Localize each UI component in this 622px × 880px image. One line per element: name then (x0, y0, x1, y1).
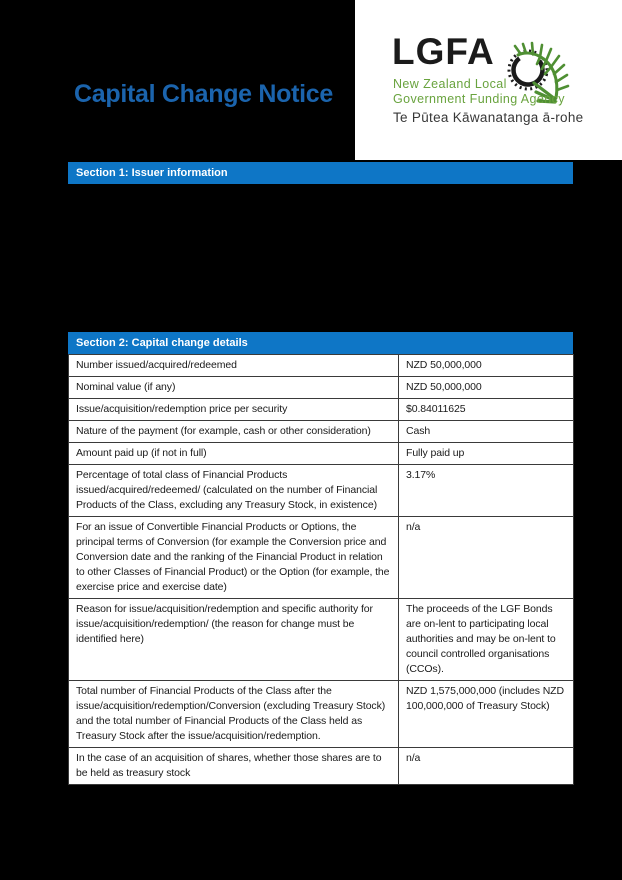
row-label-cell: For an issue of Convertible Financial Products or Options, the principal terms of Conversion (for example the Conversion price and Conversion date and the ranking of the Financial Product in relation to other Classes of Financial Product) or the Option (for example, the exercise price and exercise date) (69, 517, 399, 599)
row-value-cell: The proceeds of the LGF Bonds are on-lent to participating local authorities and may be on-lent to council controlled organisations (CCOs). (399, 599, 574, 681)
capital-change-details-table (68, 354, 574, 785)
lgfa-logo-name-line2: Government Funding Agency (393, 92, 565, 106)
table-row (69, 421, 574, 443)
row-value-cell: n/a (399, 748, 574, 785)
row-label-cell: Total number of Financial Products of the Class after the issue/acquisition/redemption/Conversion (excluding Treasury Stock) and the total number of Financial Products of the Class held as Treasury Stock after the issue/acquisition/redemption. (69, 681, 399, 748)
row-label-cell: Nominal value (if any) (69, 377, 399, 399)
table-row (69, 465, 574, 517)
section-2-header: Section 2: Capital change details (68, 332, 573, 354)
row-value-cell: 3.17% (399, 465, 574, 517)
section-1-header: Section 1: Issuer information (68, 162, 573, 184)
lgfa-logo-maori-tagline: Te Pūtea Kāwanatanga ā-rohe (393, 110, 584, 125)
table-row (69, 517, 574, 599)
row-value-cell: Fully paid up (399, 443, 574, 465)
row-label-cell: Amount paid up (if not in full) (69, 443, 399, 465)
row-value-cell: $0.84011625 (399, 399, 574, 421)
row-value-cell: Cash (399, 421, 574, 443)
row-value-cell: NZD 50,000,000 (399, 355, 574, 377)
table-row (69, 399, 574, 421)
row-label-cell: Percentage of total class of Financial Products issued/acquired/redeemed/ (calculated on the number of Financial Products of the Class, excluding any Treasury Stock, in existence) (69, 465, 399, 517)
row-label-cell: Issue/acquisition/redemption price per security (69, 399, 399, 421)
section-1-content-area (68, 184, 573, 332)
row-value-cell: NZD 50,000,000 (399, 377, 574, 399)
row-value-cell: NZD 1,575,000,000 (includes NZD 100,000,000 of Treasury Stock) (399, 681, 574, 748)
table-row (69, 377, 574, 399)
table-row (69, 443, 574, 465)
lgfa-logo-name-line1: New Zealand Local (393, 77, 507, 91)
row-label-cell: Reason for issue/acquisition/redemption and specific authority for issue/acquisition/redemption/ (the reason for change must be identified here) (69, 599, 399, 681)
table-row (69, 355, 574, 377)
table-row (69, 748, 574, 785)
row-label-cell: In the case of an acquisition of shares, whether those shares are to be held as treasury stock (69, 748, 399, 785)
lgfa-logo (355, 0, 622, 160)
table-row (69, 599, 574, 681)
page-title: Capital Change Notice (74, 80, 334, 108)
row-label-cell: Number issued/acquired/redeemed (69, 355, 399, 377)
row-value-cell: n/a (399, 517, 574, 599)
table-row (69, 681, 574, 748)
lgfa-logo-acronym: LGFA (392, 31, 495, 72)
row-label-cell: Nature of the payment (for example, cash or other consideration) (69, 421, 399, 443)
